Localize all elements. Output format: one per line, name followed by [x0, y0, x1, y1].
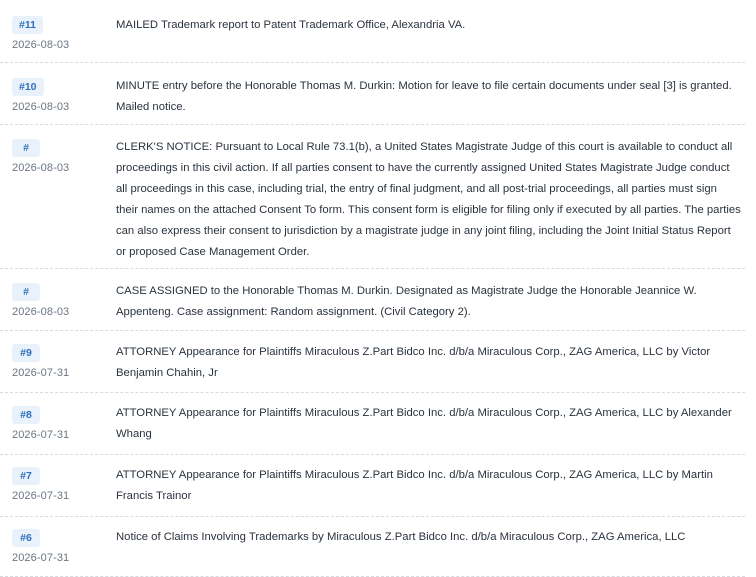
- entry-text: CASE ASSIGNED to the Honorable Thomas M. Durkin. Designated as Magistrate Judge the Honorable Jeannice W. Appenteng. Case assignment: Random assignment. (Civil Category 2).: [116, 285, 697, 318]
- entry-date: 2026-07-31: [12, 429, 70, 441]
- entry-number-badge[interactable]: #7: [12, 467, 40, 485]
- docket-entry: [0, 455, 745, 517]
- entry-text: Notice of Claims Involving Trademarks by Miraculous Z.Part Bidco Inc. d/b/a Miraculous Corp., ZAG America, LLC: [116, 531, 686, 543]
- entry-date: 2026-08-03: [12, 162, 70, 174]
- docket-entry: [0, 125, 745, 269]
- entry-number-badge[interactable]: #: [12, 283, 40, 301]
- entry-date: 2026-07-31: [12, 490, 70, 502]
- entry-number-badge[interactable]: #10: [12, 78, 44, 96]
- entry-date: 2026-07-31: [12, 552, 70, 564]
- docket-entry: [0, 63, 745, 125]
- entry-text: ATTORNEY Appearance for Plaintiffs Miraculous Z.Part Bidco Inc. d/b/a Miraculous Corp., ZAG America, LLC by Victor Benjamin Chahin, Jr: [116, 346, 711, 379]
- docket-entry: [0, 331, 745, 393]
- entry-date: 2026-08-03: [12, 306, 70, 318]
- docket-entry: [0, 0, 745, 63]
- entry-date: 2026-07-31: [12, 367, 70, 379]
- entry-text: ATTORNEY Appearance for Plaintiffs Miraculous Z.Part Bidco Inc. d/b/a Miraculous Corp., ZAG America, LLC by Martin Francis Trainor: [116, 469, 713, 502]
- entry-date: 2026-08-03: [12, 101, 70, 113]
- entry-text: MAILED Trademark report to Patent Trademark Office, Alexandria VA.: [116, 19, 466, 31]
- entry-number-badge[interactable]: #9: [12, 344, 40, 362]
- docket-entry: [0, 269, 745, 331]
- docket-entry: [0, 393, 745, 455]
- entry-number-badge[interactable]: #: [12, 139, 40, 157]
- entry-text: CLERK'S NOTICE: Pursuant to Local Rule 73.1(b), a United States Magistrate Judge of this court is available to conduct all proceedings in this civil action. If all parties consent to have the currently assigned United States Magistrate Judge conduct all proceedings in this case, including trial, the entry of final judgment, and all post-trial proceedings, all parties must sign their names on the attached Consent To form. This consent form is eligible for filing only if executed by all parties. The parties can also express their consent to jurisdiction by a magistrate judge in any joint filing, including the Joint Initial Status Report or proposed Case Management Order.: [116, 141, 741, 258]
- entry-text: ATTORNEY Appearance for Plaintiffs Miraculous Z.Part Bidco Inc. d/b/a Miraculous Corp., ZAG America, LLC by Alexander Whang: [116, 407, 732, 440]
- entry-number-badge[interactable]: #11: [12, 16, 43, 34]
- entry-number-badge[interactable]: #6: [12, 529, 40, 547]
- entry-text: MINUTE entry before the Honorable Thomas M. Durkin: Motion for leave to file certain documents under seal [3] is granted. Mailed notice.: [116, 80, 732, 113]
- docket-entry: [0, 517, 745, 577]
- entry-number-badge[interactable]: #8: [12, 406, 40, 424]
- entry-date: 2026-08-03: [12, 39, 70, 51]
